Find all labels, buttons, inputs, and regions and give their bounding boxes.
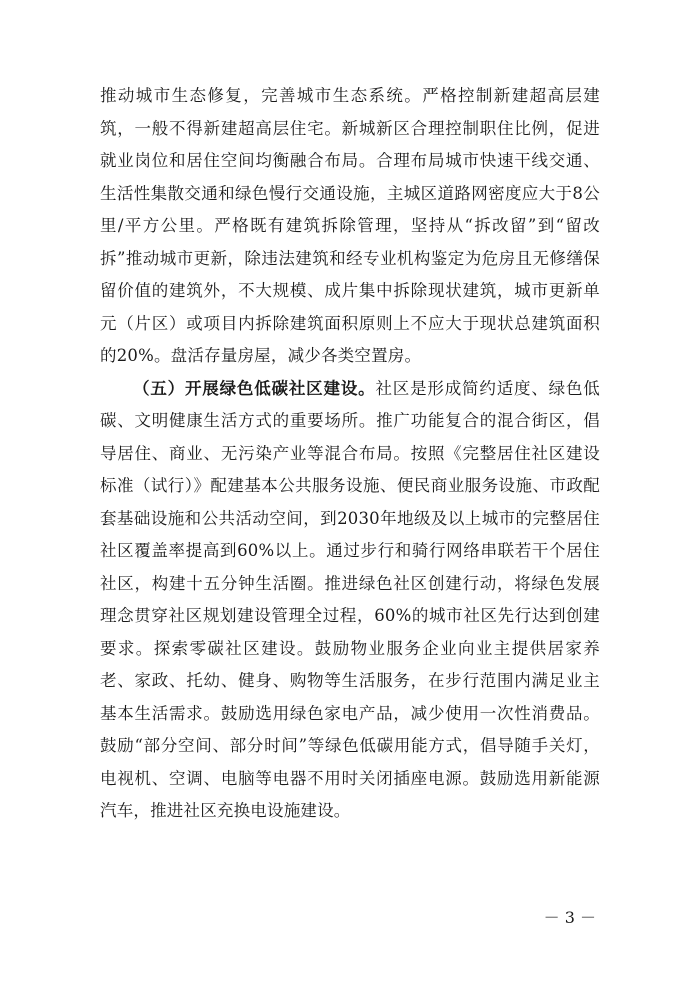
paragraph-2 — [100, 373, 600, 828]
page-number: － 3 － — [543, 908, 596, 927]
paragraph-2-text: 社区是形成简约适度、绿色低碳、文明健康生活方式的重要场所。推广功能复合的混合街区，倡导居住、商业、无污染产业等混合布局。按照《完整居住社区建设标准（试行）》配建基本公共服务设施、便民商业服务设施、市政配套基础设施和公共活动空间，到2030年地级及以上城市的完整居住社区覆盖率提高到60%以上。通过步行和骑行网络串联若干个居住社区，构建十五分钟生活圈。推进绿色社区创建行动，将绿色发展理念贯穿社区规划建设管理全过程，60%的城市社区先行达到创建要求。探索零碳社区建设。鼓励物业服务企业向业主提供居家养老、家政、托幼、健身、购物等生活服务，在步行范围内满足业主基本生活需求。鼓励选用绿色家电产品，减少使用一次性消费品。鼓励“部分空间、部分时间”等绿色低碳用能方式，倡导随手关灯，电视机、空调、电脑等电器不用时关闭插座电源。鼓励选用新能源汽车，推进社区充换电设施建设。 — [100, 378, 600, 820]
paragraph-1-text: 推动城市生态修复，完善城市生态系统。严格控制新建超高层建筑，一般不得新建超高层住宅。新城新区合理控制职住比例，促进就业岗位和居住空间均衡融合布局。合理布局城市快速干线交通、生活性集散交通和绿色慢行交通设施，主城区道路网密度应大于8公里/平方公里。严格既有建筑拆除管理，坚持从“拆改留”到“留改拆”推动城市更新，除违法建筑和经专业机构鉴定为危房且无修缮保留价值的建筑外，不大规模、成片集中拆除现状建筑，城市更新单元（片区）或项目内拆除建筑面积原则上不应大于现状总建筑面积的20%。盘活存量房屋，减少各类空置房。 — [100, 86, 600, 365]
body-text — [100, 80, 600, 828]
section-heading: （五）开展绿色低碳社区建设。 — [133, 378, 376, 398]
paragraph-1 — [100, 80, 600, 373]
